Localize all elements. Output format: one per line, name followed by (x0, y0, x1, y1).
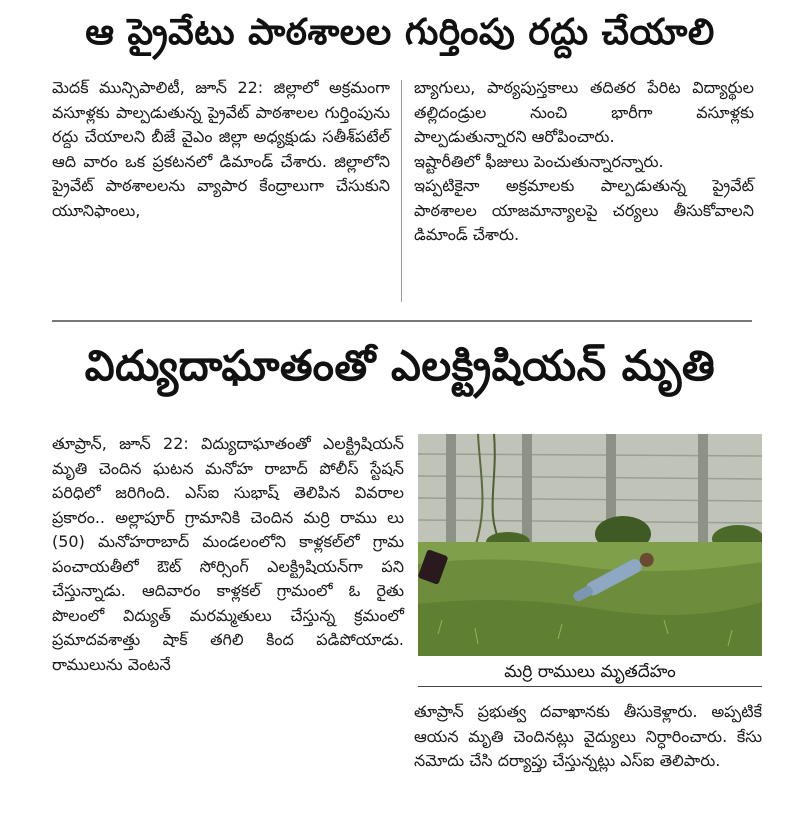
article2-column-right (414, 700, 762, 774)
article2-headline: విద్యుదాఘాతంతో ఎలక్ట్రిషియన్ మృతి (84, 341, 716, 390)
article2-body-left: తూప్రాన్, జూన్ 22: విద్యుదాఘాతంతో ఎలక్ట్రిషియన్ మృతి చెందిన ఘటన మనోహ రాబాద్ పోలీస్ స్టేషన్ పరిధిలో జరిగింది. ఎస్ఐ సుభాష్ తెలిపిన వివరాల ప్రకారం.. అల్లాపూర్ గ్రామానికి చెందిన మర్రి రాము లు (50) మనోహరాబాద్ మండలంలోని కాళ్లకల్‌లో గ్రామ పంచాయతీలో ఔట్ సోర్సింగ్ ఎలక్ట్రిషియన్‌గా పని చేస్తున్నాడు. ఆదివారం కాళ్లకల్ గ్రామంలో ఓ రైతు పొలంలో విద్యుత్ మరమ్మతులు చేస్తున్న క్రమంలో ప్రమాదవశాత్తు షాక్ తగిలి కింద పడిపోయాడు. రాములును వెంటనే (52, 434, 404, 674)
photo-illustration (418, 434, 762, 656)
article1-body-right-2: ఇష్టారీతిలో ఫీజులు పెంచుతున్నారన్నారు. (414, 151, 664, 171)
article1-body-right-3: ఇప్పటికైనా అక్రమాలకు పాల్పడుతున్న ప్రైవేట్ పాఠశాలల యాజమాన్యాలపై చర్యలు తీసుకోవాలని డిమాండ్ చేశారు. (414, 176, 754, 244)
news-photo (418, 434, 762, 656)
article1-body-left: మెదక్ మున్సిపాలిటీ, జూన్ 22: జిల్లాలో అక్రమంగా వసూళ్లకు పాల్పడుతున్న ప్రైవేట్ పాఠశాలల గుర్తింపును రద్దు చేయాలని బీజే వైఎం జిల్లా అధ్యక్షుడు సతీశ్‌పటేల్ ఆది వారం ఒక ప్రకటనలో డిమాండ్ చేశారు. జిల్లాలోని ప్రైవేట్ పాఠశాలలను వ్యాపార కేంద్రాలుగా చేసుకుని యూనిఫాంలు, (52, 78, 390, 220)
article2-body-right: తూప్రాన్ ప్రభుత్వ దవాఖానకు తీసుకెళ్లారు. అప్పటికే ఆయన మృతి చెందినట్లు వైద్యులు నిర్ధారించారు. కేసు నమోదు చేసి దర్యాప్తు చేస్తున్నట్లు ఎస్ఐ తెలిపారు. (414, 702, 762, 770)
article1-headline: ఆ ప్రైవేటు పాఠశాలల గుర్తింపు రద్దు చేయాలి (85, 12, 715, 53)
column-divider (401, 80, 402, 302)
photo-caption: మర్రి రాములు మృతదేహం (418, 658, 762, 687)
article1-body-right-1: బ్యాగులు, పాఠ్యపుస్తకాలు తదితర పేరిట విద్యార్థుల తల్లిదండ్రుల నుంచి భారీగా వసూళ్లకు పాల్పడుతున్నారని ఆరోపించారు. (414, 78, 754, 146)
article1-column-left (52, 76, 390, 223)
article1-column-right (414, 76, 754, 248)
article-separator (52, 320, 752, 322)
article2-column-left (52, 432, 404, 677)
